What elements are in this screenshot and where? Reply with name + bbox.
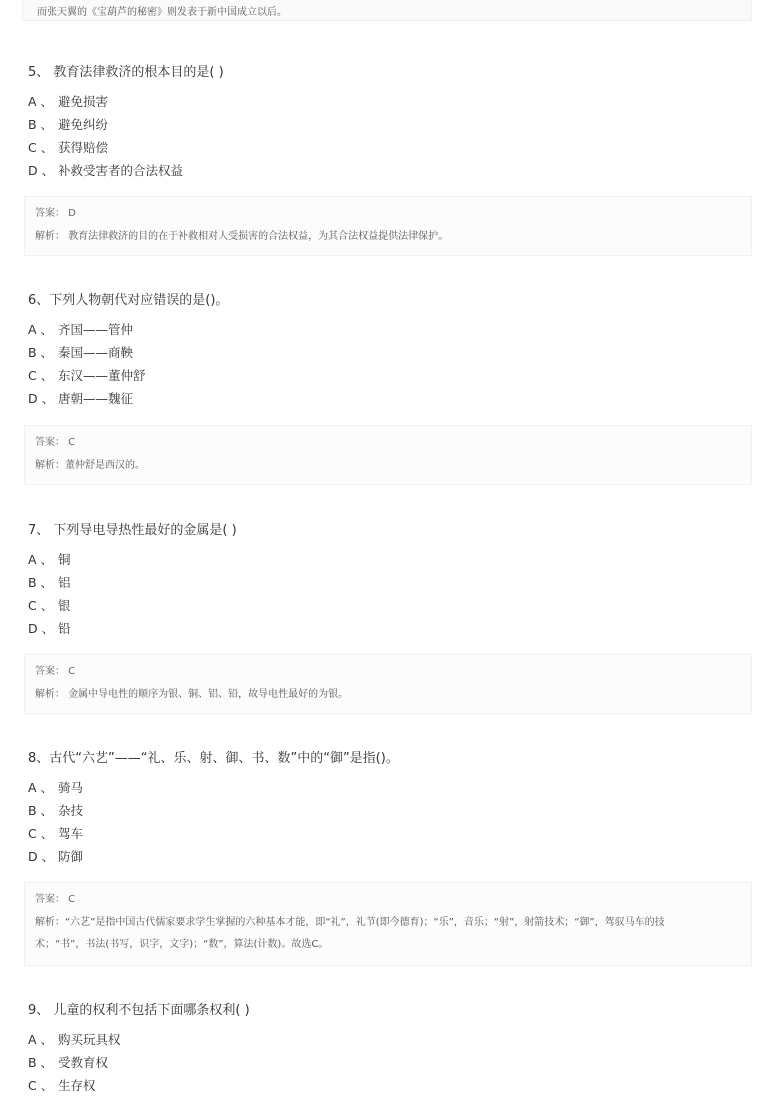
question-8 bbox=[28, 750, 752, 871]
option-text: 生存权 bbox=[58, 1078, 96, 1093]
option-b[interactable] bbox=[28, 574, 752, 597]
option-text: 东汉——董仲舒 bbox=[58, 368, 146, 383]
option-letter: C 、 bbox=[28, 368, 54, 383]
explanation-text: 解析： 教育法律救济的目的在于补救相对人受损害的合法权益，为其合法权益提供法律保护。 bbox=[35, 231, 449, 242]
option-text: 购买玩具权 bbox=[58, 1032, 121, 1047]
option-letter: A 、 bbox=[28, 1032, 54, 1047]
option-text: 避免纠纷 bbox=[58, 117, 109, 132]
question-5 bbox=[28, 64, 752, 185]
option-a[interactable] bbox=[28, 779, 752, 802]
question-9 bbox=[28, 1002, 752, 1100]
answer-box-5 bbox=[24, 196, 752, 256]
option-a[interactable] bbox=[28, 93, 752, 116]
question-stem: 6、下列人物朝代对应错误的是()。 bbox=[28, 293, 229, 308]
option-text: 骑马 bbox=[58, 780, 84, 795]
explanation-text: 解析：“六艺”是指中国古代儒家要求学生掌握的六种基本才能，即“礼”，礼节(即今德育)；“乐”，音乐；“射”，射箭技术；“御”，驾驭马车的技术；“书”，书法(书写，识字，文字)；“数”，算法(计数)。故选C。 bbox=[35, 917, 665, 950]
question-stem: 8、古代“六艺”——“礼、乐、射、御、书、数”中的“御”是指()。 bbox=[28, 751, 399, 766]
option-text: 铜 bbox=[58, 552, 71, 567]
option-d[interactable] bbox=[28, 390, 752, 413]
option-text: 获得赔偿 bbox=[58, 140, 109, 155]
question-stem: 5、 教育法律救济的根本目的是( ) bbox=[28, 65, 224, 80]
option-letter: C 、 bbox=[28, 598, 54, 613]
option-text: 秦国——商鞅 bbox=[58, 345, 134, 360]
answer-box-7 bbox=[24, 654, 752, 714]
option-letter: D 、 bbox=[28, 163, 55, 178]
option-c[interactable] bbox=[28, 367, 752, 390]
option-a[interactable] bbox=[28, 321, 752, 344]
explanation-text: 解析：董仲舒是西汉的。 bbox=[35, 460, 145, 471]
option-text: 受教育权 bbox=[58, 1055, 109, 1070]
option-text: 银 bbox=[58, 598, 71, 613]
answer-box-8 bbox=[24, 882, 752, 966]
option-text: 避免损害 bbox=[58, 94, 109, 109]
answer-box-6 bbox=[24, 425, 752, 485]
option-letter: C 、 bbox=[28, 1078, 54, 1093]
question-stem: 7、 下列导电导热性最好的金属是( ) bbox=[28, 523, 237, 538]
option-text: 齐国——管仲 bbox=[58, 322, 134, 337]
option-c[interactable] bbox=[28, 1077, 752, 1100]
option-text: 杂技 bbox=[58, 803, 84, 818]
option-text: 铝 bbox=[58, 575, 71, 590]
answer-text: 答案： C bbox=[35, 894, 76, 905]
answer-text: 答案： C bbox=[35, 666, 76, 677]
option-letter: A 、 bbox=[28, 780, 54, 795]
option-c[interactable] bbox=[28, 597, 752, 620]
option-b[interactable] bbox=[28, 344, 752, 367]
option-letter: B 、 bbox=[28, 575, 54, 590]
question-7 bbox=[28, 522, 752, 643]
option-text: 铅 bbox=[58, 621, 71, 636]
previous-explanation-text: 而张天翼的《宝葫芦的秘密》则发表于新中国成立以后。 bbox=[37, 7, 287, 18]
option-text: 防御 bbox=[58, 849, 84, 864]
option-b[interactable] bbox=[28, 1054, 752, 1077]
question-6 bbox=[28, 292, 752, 413]
option-a[interactable] bbox=[28, 551, 752, 574]
explanation-text: 解析： 金属中导电性的顺序为银、铜、铝、铅，故导电性最好的为银。 bbox=[35, 689, 349, 700]
option-c[interactable] bbox=[28, 825, 752, 848]
option-letter: A 、 bbox=[28, 94, 54, 109]
option-letter: C 、 bbox=[28, 140, 54, 155]
option-b[interactable] bbox=[28, 802, 752, 825]
option-letter: D 、 bbox=[28, 849, 55, 864]
option-letter: D 、 bbox=[28, 391, 55, 406]
option-letter: B 、 bbox=[28, 803, 54, 818]
option-letter: D 、 bbox=[28, 621, 55, 636]
option-letter: A 、 bbox=[28, 552, 54, 567]
option-c[interactable] bbox=[28, 139, 752, 162]
option-letter: A 、 bbox=[28, 322, 54, 337]
option-text: 驾车 bbox=[58, 826, 84, 841]
option-text: 补救受害者的合法权益 bbox=[58, 163, 184, 178]
option-letter: B 、 bbox=[28, 1055, 54, 1070]
answer-text: 答案： C bbox=[35, 437, 76, 448]
option-letter: B 、 bbox=[28, 345, 54, 360]
answer-text: 答案： D bbox=[35, 208, 76, 219]
option-d[interactable] bbox=[28, 162, 752, 185]
option-d[interactable] bbox=[28, 848, 752, 871]
option-letter: C 、 bbox=[28, 826, 54, 841]
option-letter: B 、 bbox=[28, 117, 54, 132]
question-stem: 9、 儿童的权利不包括下面哪条权利( ) bbox=[28, 1003, 250, 1018]
previous-explanation-fragment bbox=[22, 0, 752, 21]
option-text: 唐朝——魏征 bbox=[58, 391, 134, 406]
option-d[interactable] bbox=[28, 620, 752, 643]
option-a[interactable] bbox=[28, 1031, 752, 1054]
option-b[interactable] bbox=[28, 116, 752, 139]
